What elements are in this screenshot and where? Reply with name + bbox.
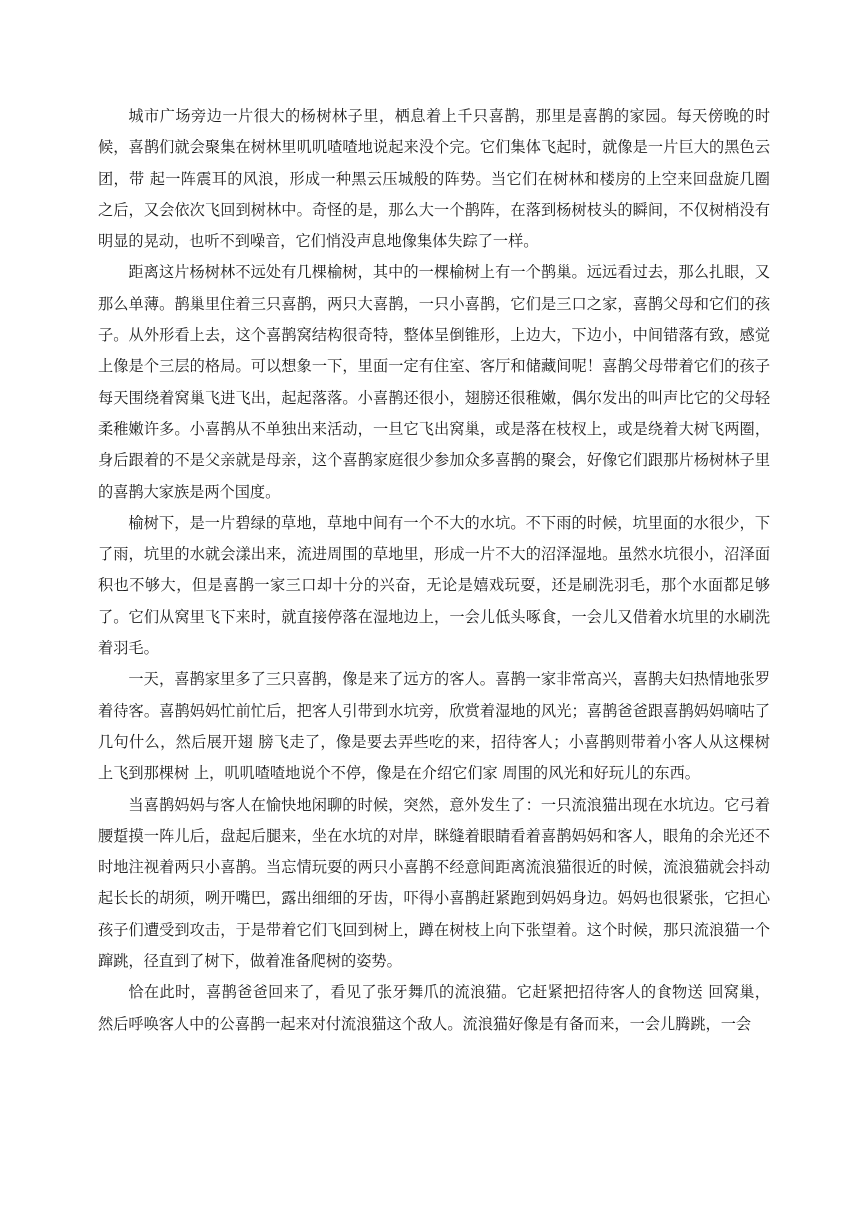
paragraph-1: 城市广场旁边一片很大的杨树林子里，栖息着上千只喜鹊，那里是喜鹊的家园。每天傍晚的时候，喜鹊们就会聚集在树林里叽叽喳喳地说起来没个完。它们集体飞起时，就像是一片巨大的黑色云团，带 起一阵震耳的风浪，形成一种黑云压城般的阵势。当它们在树林和楼房的上空来回盘旋几圈之后，又会依次飞回到树林中。奇怪的是，那么大一个鹊阵，在落到杨树枝头的瞬间，不仅树梢没有明显的晃动，也听不到噪音，它们悄没声息地像集体失踪了一样。 bbox=[98, 107, 770, 251]
paragraph-2: 距离这片杨树林不远处有几棵榆树，其中的一棵榆树上有一个鹊巢。远远看过去，那么扎眼，又那么单薄。鹊巢里住着三只喜鹊，两只大喜鹊，一只小喜鹊，它们是三口之家，喜鹊父母和它们的孩子。从外形看上去，这个喜鹊窝结构很奇特，整体呈倒锥形，上边大，下边小，中间错落有致，感觉上像是个三层的格局。可以想象一下，里面一定有住室、客厅和储藏间呢！喜鹊父母带着它们的孩子每天围绕着窝巢飞进飞出，起起落落。小喜鹊还很小，翅膀还很稚嫩，偶尔发出的叫声比它的父母轻柔稚嫩许多。小喜鹊从不单独出来活动，一旦它飞出窝巢，或是落在枝杈上，或是绕着大树飞两圈，身后跟着的不是父亲就是母亲，这个喜鹊家庭很少参加众多喜鹊的聚会，好像它们跟那片杨树林子里的喜鹊大家族是两个国度。 bbox=[98, 263, 770, 501]
paragraph-5: 当喜鹊妈妈与客人在愉快地闲聊的时候，突然，意外发生了：一只流浪猫出现在水坑边。它弓着腰踅摸一阵儿后，盘起后腿来，坐在水坑的对岸，眯缝着眼睛看着喜鹊妈妈和客人，眼角的余光还不时地注视着两只小喜鹊。当忘情玩耍的两只小喜鹊不经意间距离流浪猫很近的时候，流浪猫就会抖动起长长的胡须，咧开嘴巴，露出细细的牙齿，吓得小喜鹊赶紧跑到妈妈身边。妈妈也很紧张，它担心孩子们遭受到攻击，于是带着它们飞回到树上，蹲在树枝上向下张望着。这个时候，那只流浪猫一个蹿跳，径直到了树下，做着准备爬树的姿势。 bbox=[98, 795, 770, 971]
paragraph-3: 榆树下，是一片碧绿的草地，草地中间有一个不大的水坑。不下雨的时候，坑里面的水很少，下了雨，坑里的水就会漾出来，流进周围的草地里，形成一片不大的沼泽湿地。虽然水坑很小，沼泽面积也不够大，但是喜鹊一家三口却十分的兴奋，无论是嬉戏玩耍，还是刷洗羽毛，那个水面都足够了。它们从窝里飞下来时，就直接停落在湿地边上，一会儿低头啄食，一会儿又借着水坑里的水刷洗着羽毛。 bbox=[98, 513, 770, 658]
paragraph-6: 恰在此时，喜鹊爸爸回来了，看见了张牙舞爪的流浪猫。它赶紧把招待客人的食物送 回窝巢，然后呼唤客人中的公喜鹊一起来对付流浪猫这个敌人。流浪猫好像是有备而来，一会儿腾跳，一会 bbox=[98, 983, 770, 1033]
document-body bbox=[98, 101, 770, 1040]
paragraph-4: 一天，喜鹊家里多了三只喜鹊，像是来了远方的客人。喜鹊一家非常高兴，喜鹊夫妇热情地张罗着待客。喜鹊妈妈忙前忙后，把客人引带到水坑旁，欣赏着湿地的风光；喜鹊爸爸跟喜鹊妈妈嘀咕了几句什么，然后展开翅 膀飞走了，像是要去弄些吃的来，招待客人；小喜鹊则带着小客人从这棵树上飞到那棵树 上，叽叽喳喳地说个不停，像是在介绍它们家 周围的风光和好玩儿的东西。 bbox=[98, 670, 770, 783]
